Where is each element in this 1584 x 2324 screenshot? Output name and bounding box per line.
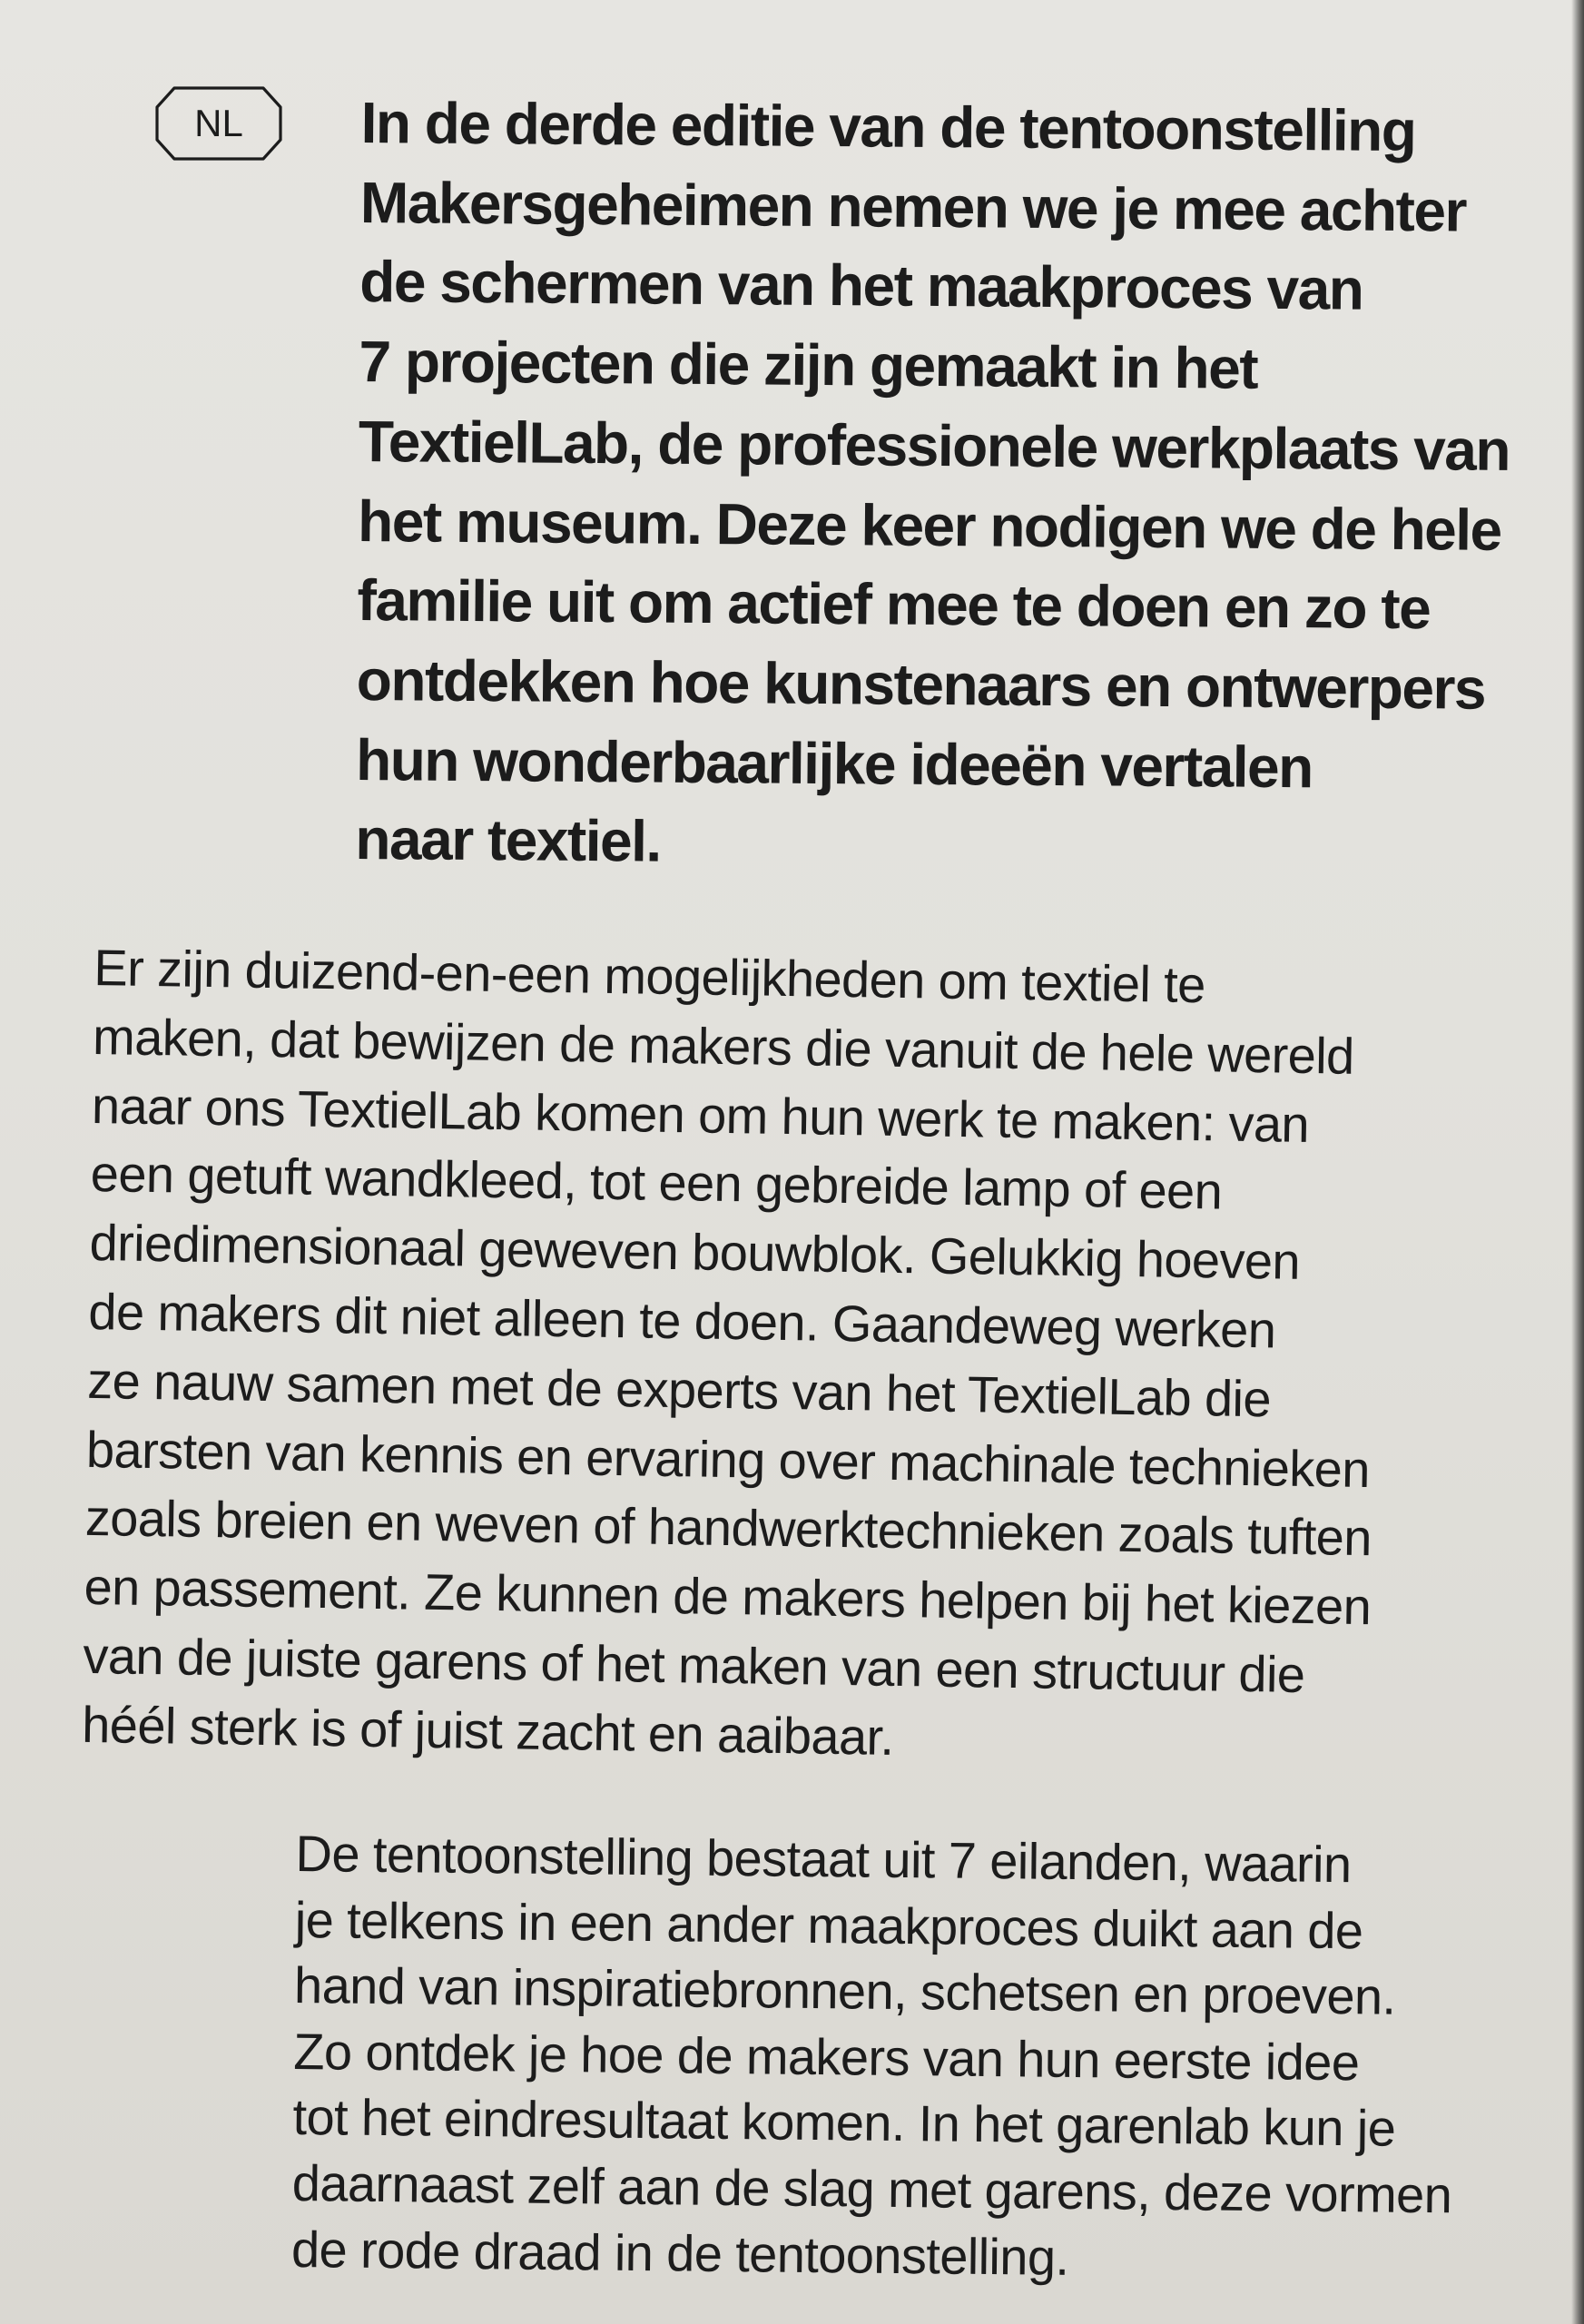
language-badge-label: NL [194, 102, 243, 144]
language-badge [154, 85, 283, 162]
body-paragraph: Er zijn duizend-en-een mogelijkheden om textiel te maken, dat bewijzen de makers die vanuit de hele wereld naar ons TextielLab komen om hun werk te maken: van een getuft wandkleed, tot een gebreide lamp of een driedimensionaal geweven bouwblok. Gelukkig hoeven de makers dit niet alleen te doen. Gaandeweg werken ze nauw samen met de experts van het TextielLab die barsten van kennis en ervaring over machinale technieken zoals breien en weven of handwerktechnieken zoals tuften en passement. Ze kunnen de makers helpen bij het kiezen van de juiste garens of het maken van een structuur die héél sterk is of juist zacht en aaibaar. [81, 938, 1372, 1766]
intro-paragraph: In de derde editie van de tentoonstelling Makersgeheimen nemen we je mee achter de schermen van het maakproces van 7 projecten die zijn gemaakt in het TextielLab, de professionele werkplaats van het museum. Deze keer nodigen we de hele familie uit om actief mee te doen en zo te ontdekken hoe kunstenaars en ontwerpers hun wonderbaarlijke ideeën vertalen naar textiel. [355, 89, 1510, 874]
panel-edge-shadow [1571, 0, 1584, 2324]
closing-paragraph: De tentoonstelling bestaat uit 7 eilanden, waarin je telkens in een ander maakproces duikt aan de hand van inspiratiebronnen, schetsen en proeven. Zo ontdek je hoe de makers van hun eerste idee tot het eindresultaat komen. In het garenlab kun je daarnaast zelf aan de slag met garens, deze vormen de rode draad in de tentoonstelling. [290, 1824, 1452, 2286]
